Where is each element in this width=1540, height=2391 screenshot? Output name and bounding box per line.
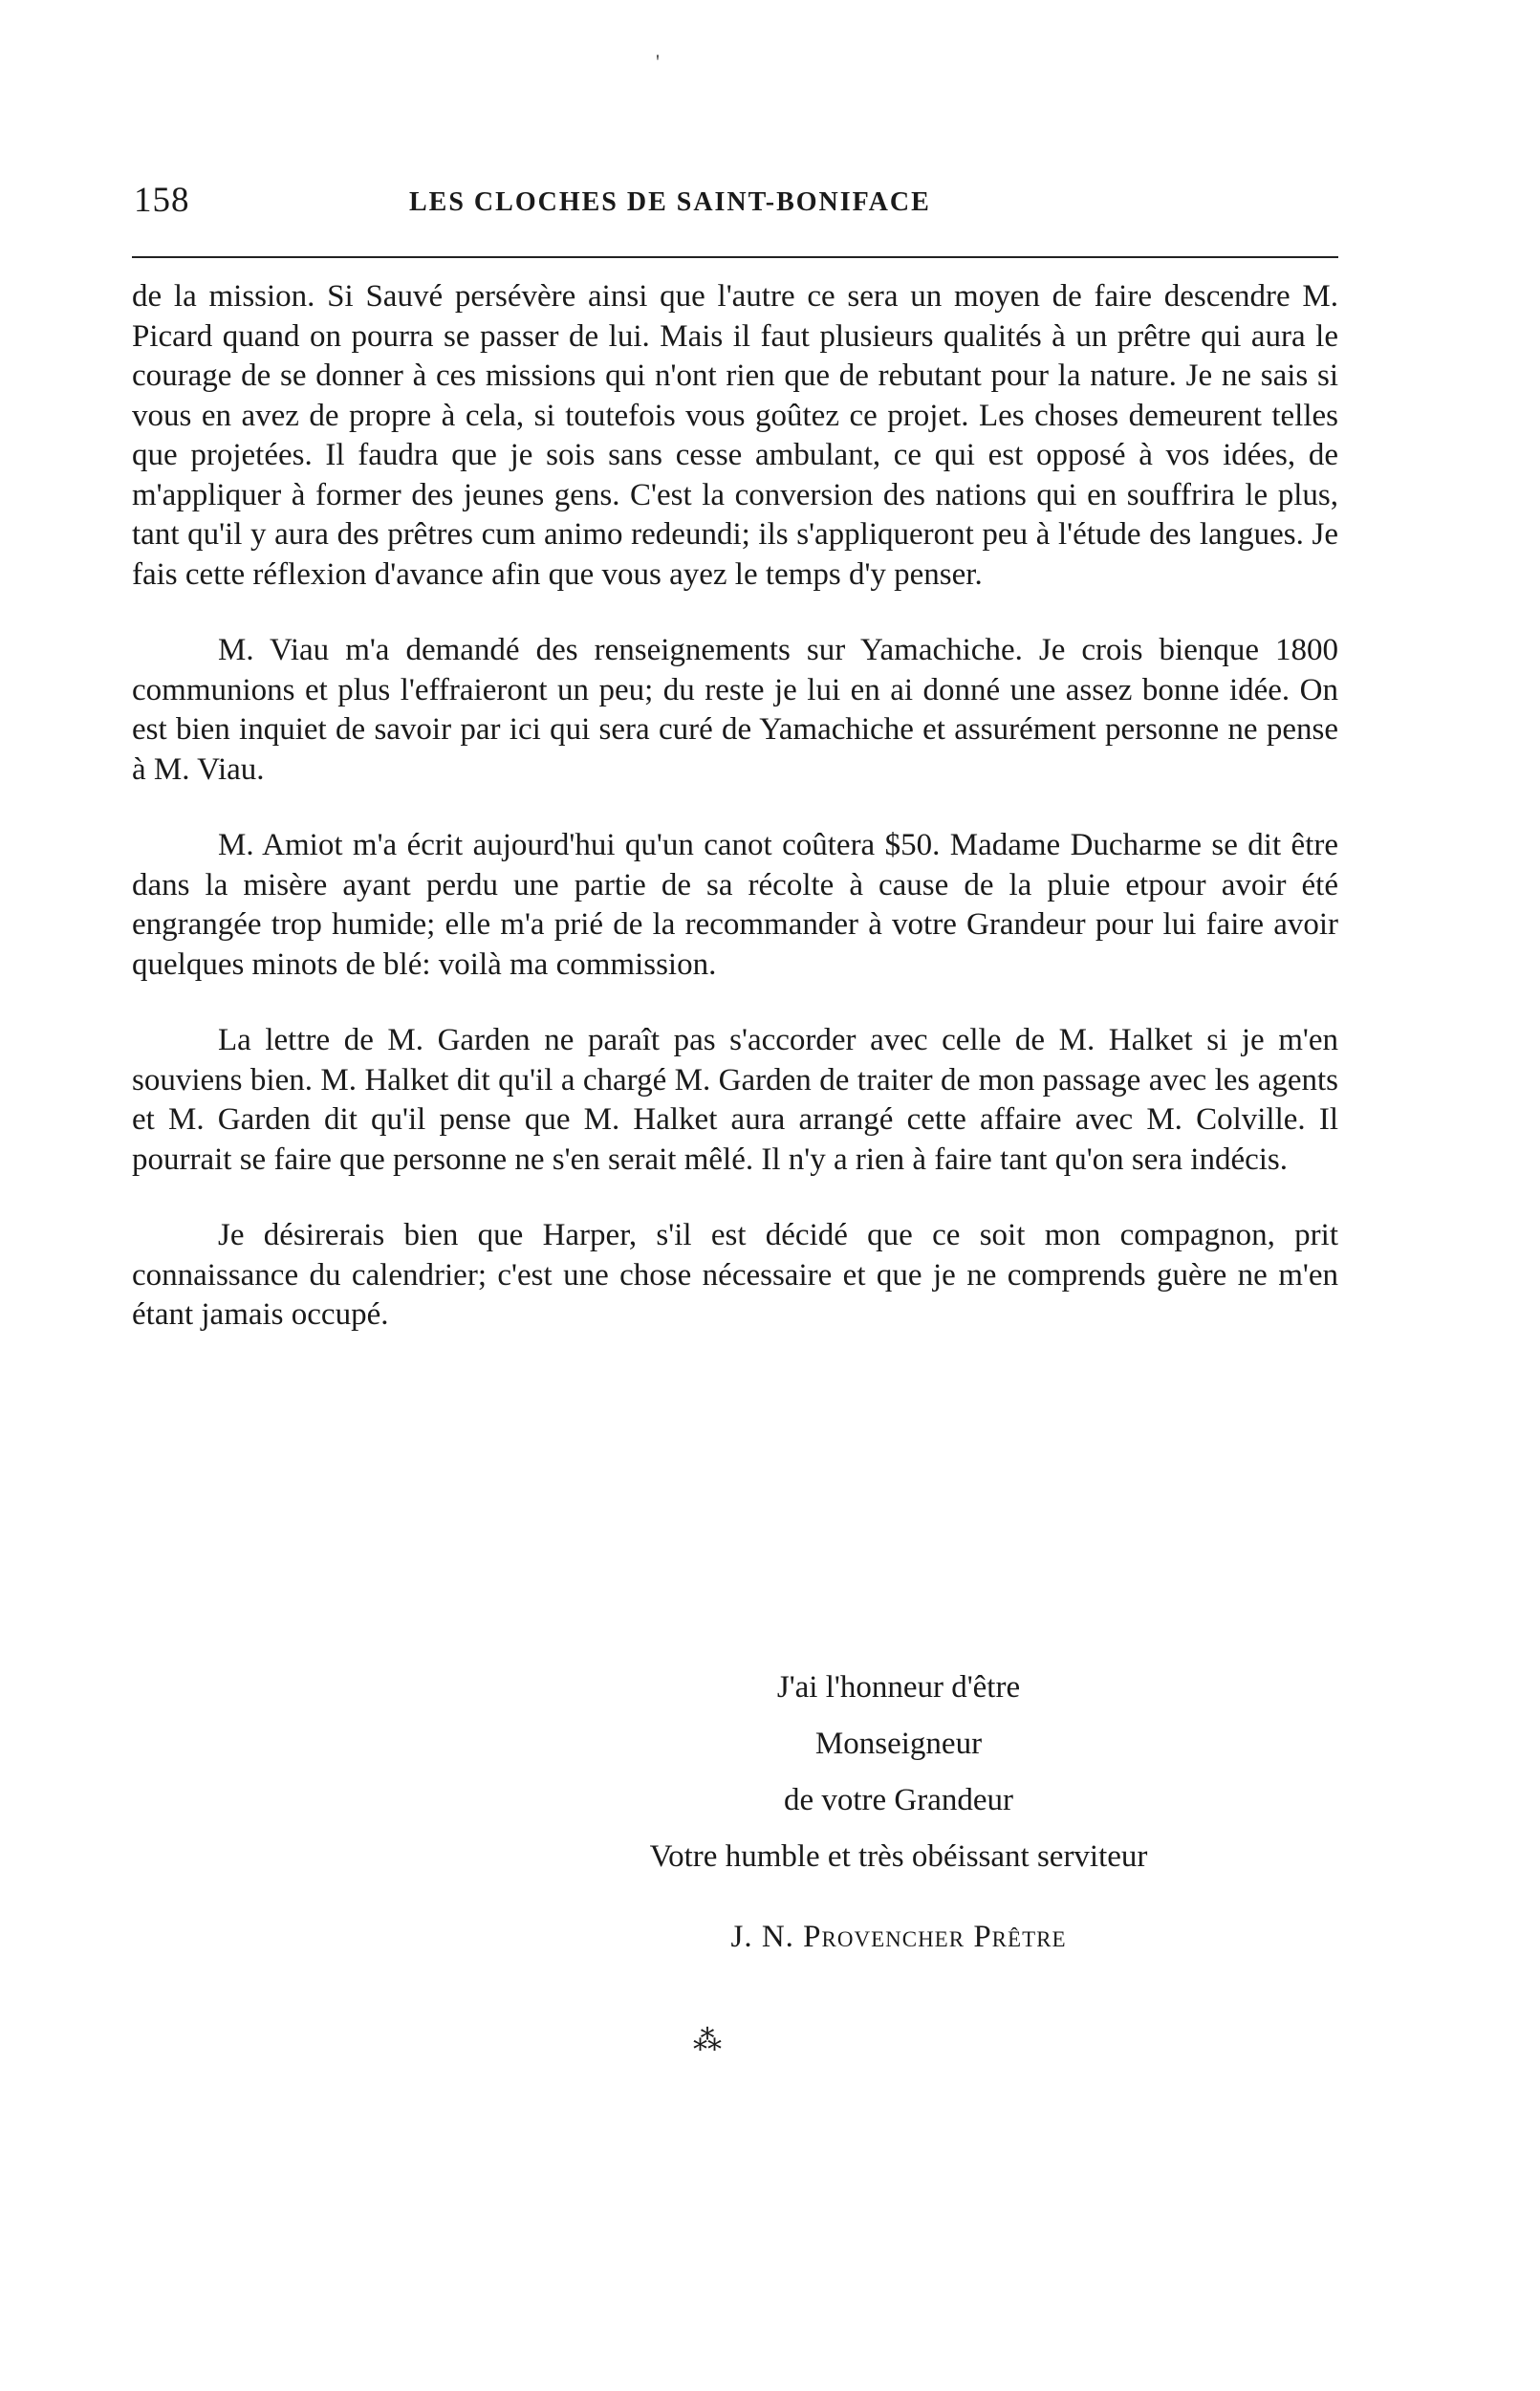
asterism-divider: ⁂ [693, 2025, 722, 2056]
closing-line-4: Votre humble et très obéissant serviteur [649, 1839, 1148, 1874]
signature: J. N. Provencher Prêtre [730, 1920, 1067, 1954]
paragraph-5: Je désirerais bien que Harper, s'il est décidé que ce soit mon compagnon, prit connaissance du calendrier; c'est une chose nécessaire et que je ne comprends guère ne m'en étant jamais occupé. [132, 1218, 1338, 1332]
closing-line-1: J'ai l'honneur d'être [776, 1670, 1021, 1705]
letter-closing [535, 1660, 1262, 1885]
closing-line-3: de votre Grandeur [783, 1783, 1014, 1817]
paragraph-1: de la mission. Si Sauvé persévère ainsi que l'autre ce sera un moyen de faire descendre M. Picard quand on pourra se passer de lui. Mais il faut plusieurs qualités à un prêtre qui aura le courage de se donner à ces missions qui n'ont rien que de rebutant pour la nature. Je ne sais si vous en avez de propre à cela, si toutefois vous goûtez ce projet. Les choses demeurent telles que projetées. Il faudra que je sois sans cesse ambulant, ce qui est opposé à vos idées, de m'appliquer à former des jeunes gens. C'est la conversion des nations qui en souffrira le plus, tant qu'il y aura des prêtres cum animo redeundi; ils s'appliqueront peu à l'étude des langues. Je fais cette réflexion d'avance afin que vous ayez le temps d'y penser. [132, 279, 1338, 592]
paragraph-4: La lettre de M. Garden ne paraît pas s'accorder avec celle de M. Halket si je m'en souviens bien. M. Halket dit qu'il a chargé M. Garden de traiter de mon passage avec les agents et M. Garden dit qu'il pense que M. Halket aura arrangé cette affaire avec M. Colville. Il pourrait se faire que personne ne s'en serait mêlé. Il n'y a rien à faire tant qu'on sera indécis. [132, 1023, 1338, 1177]
letter-body [132, 277, 1338, 1372]
paragraph-3: M. Amiot m'a écrit aujourd'hui qu'un canot coûtera $50. Madame Ducharme se dit être dans la misère ayant perdu une partie de sa récolte à cause de la pluie etpour avoir été engrangée trop humide; elle m'a prié de la recommander à votre Grandeur pour lui faire avoir quelques minots de blé: voilà ma commission. [132, 828, 1338, 982]
header-rule [132, 256, 1338, 258]
print-speck: ' [656, 50, 660, 74]
page-header [134, 180, 1338, 237]
running-title: LES CLOCHES DE SAINT-BONIFACE [409, 187, 931, 217]
closing-line-2: Monseigneur [814, 1727, 983, 1761]
page-number: 158 [134, 181, 190, 220]
paragraph-2: M. Viau m'a demandé des renseignements sur Yamachiche. Je crois bienque 1800 communions et plus l'effraieront un peu; du reste je lui en ai donné une assez bonne idée. On est bien inquiet de savoir par ici qui sera curé de Yamachiche et assurément personne ne pense à M. Viau. [132, 633, 1338, 787]
